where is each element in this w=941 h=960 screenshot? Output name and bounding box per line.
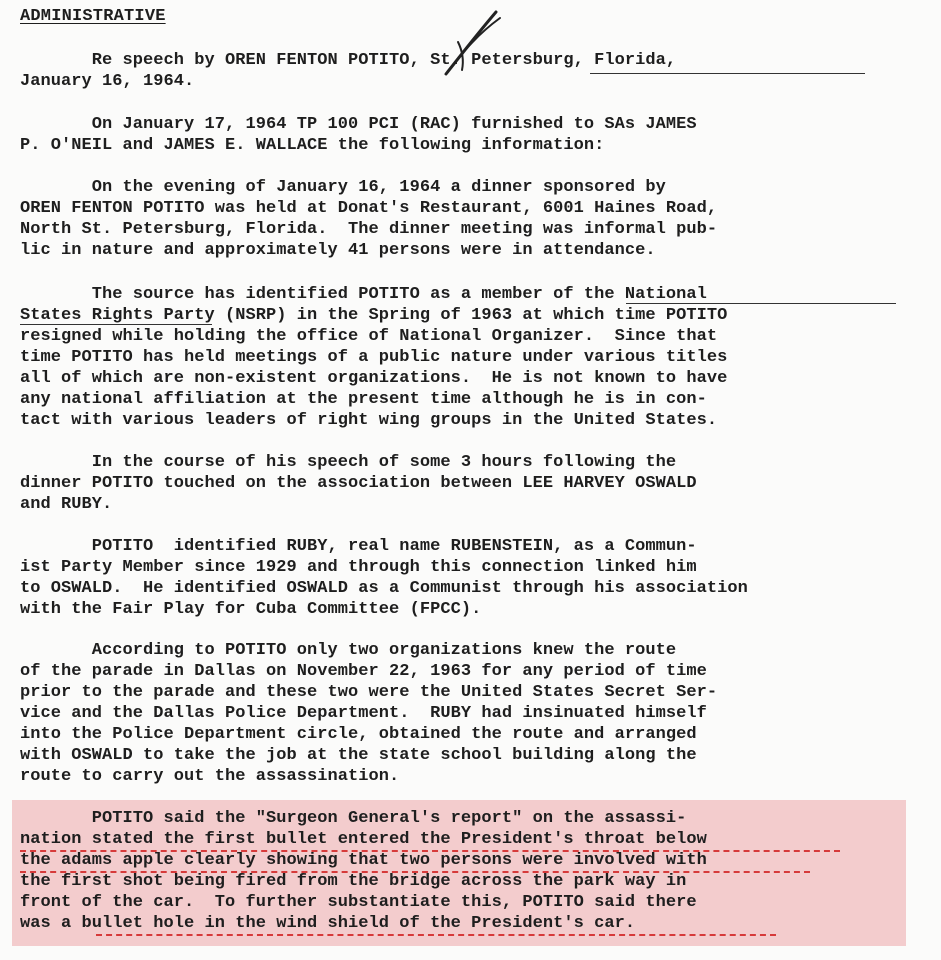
text-line: with OSWALD to take the job at the state school building along the [20,746,697,765]
text-line: tact with various leaders of right wing groups in the United States. [20,411,718,430]
text-line: time POTITO has held meetings of a public nature under various titles [20,348,728,367]
text-line: In the course of his speech of some 3 hours following the [20,453,677,472]
text-line: was a bullet hole in the wind shield of the President's car. [20,914,636,933]
red-underline-line-3 [20,871,810,873]
text-line: States Rights Party (NSRP) in the Spring of 1963 at which time POTITO [20,306,728,325]
text-line: lic in nature and approximately 41 persons were in attendance. [20,241,656,260]
text-line: into the Police Department circle, obtained the route and arranged [20,725,697,744]
text-line: the adams apple clearly showing that two persons were involved with [20,851,707,870]
document-heading: ADMINISTRATIVE [20,7,166,26]
text-line: dinner POTITO touched on the association between LEE HARVEY OSWALD [20,474,697,493]
paragraph-route [20,640,925,787]
text-line: to OSWALD. He identified OSWALD as a Communist through his association [20,579,748,598]
text-line: front of the car. To further substantiate this, POTITO said there [20,893,697,912]
paragraph-speech [20,452,925,515]
text-line: The source has identified POTITO as a member of the National [20,285,707,304]
text-line: POTITO said the "Surgeon General's report" on the assassi- [20,809,687,828]
text-line: P. O'NEIL and JAMES E. WALLACE the following information: [20,136,605,155]
paragraph-source [20,114,925,156]
paragraph-subject [20,50,925,92]
text-line: resigned while holding the office of National Organizer. Since that [20,327,718,346]
text-line: North St. Petersburg, Florida. The dinner meeting was informal pub- [20,220,718,239]
text-line: all of which are non-existent organizations. He is not known to have [20,369,728,388]
text-line: ist Party Member since 1929 and through this connection linked him [20,558,697,577]
text-line: On the evening of January 16, 1964 a dinner sponsored by [20,178,666,197]
text-line: OREN FENTON POTITO was held at Donat's Restaurant, 6001 Haines Road, [20,199,718,218]
text-line: vice and the Dallas Police Department. RUBY had insinuated himself [20,704,707,723]
text-line: any national affiliation at the present time although he is in con- [20,390,707,409]
text-line: January 16, 1964. [20,72,195,91]
text-line: According to POTITO only two organizations knew the route [20,641,677,660]
paragraph-nsrp [20,284,925,431]
red-underline-line-2 [20,850,840,852]
paragraph-ruby [20,536,925,620]
text-line: route to carry out the assassination. [20,767,400,786]
text-line: and RUBY. [20,495,113,514]
text-line: the first shot being fired from the bridge across the park way in [20,872,687,891]
red-underline-line-6 [96,934,776,936]
paragraph-dinner [20,177,925,261]
text-line: with the Fair Play for Cuba Committee (FPCC). [20,600,482,619]
text-line: prior to the parade and these two were the United States Secret Ser- [20,683,718,702]
text-line: On January 17, 1964 TP 100 PCI (RAC) furnished to SAs JAMES [20,115,697,134]
text-line: POTITO identified RUBY, real name RUBENSTEIN, as a Commun- [20,537,697,556]
text-line: Re speech by OREN FENTON POTITO, St. Petersburg, Florida, [20,51,677,70]
text-line: of the parade in Dallas on November 22, 1963 for any period of time [20,662,707,681]
text-line: nation stated the first bullet entered the President's throat below [20,830,707,849]
